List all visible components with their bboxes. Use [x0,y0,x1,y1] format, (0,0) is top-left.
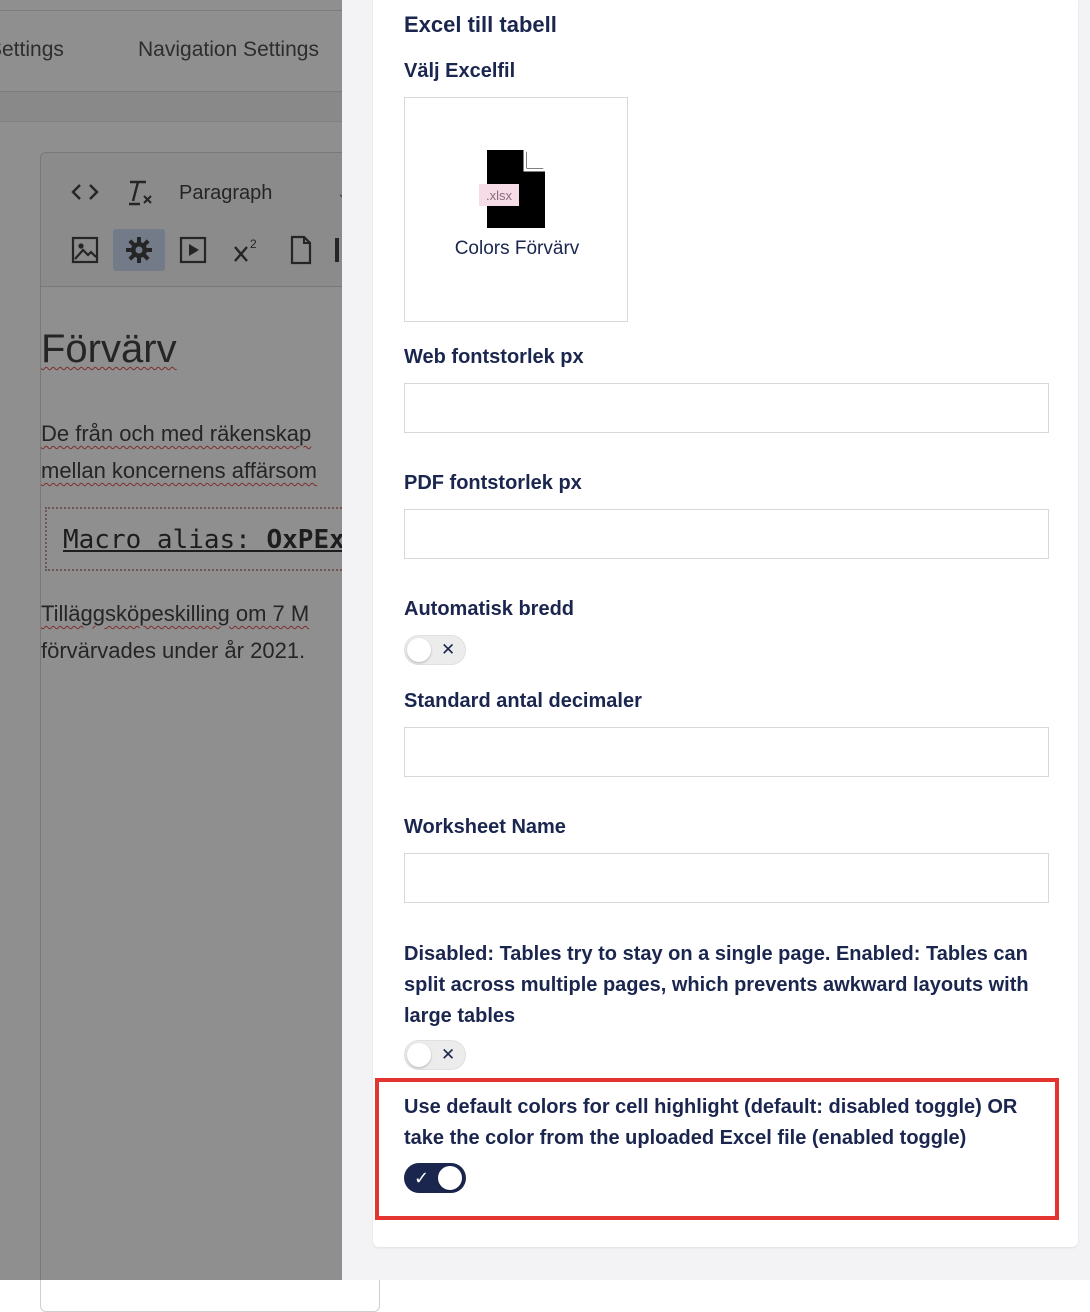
close-icon: ✕ [441,640,456,659]
check-icon: ✓ [414,1168,430,1188]
settings-card [373,0,1078,1247]
web-font-size-input[interactable] [404,383,1049,433]
web-font-size-label: Web fontstorlek px [404,346,584,368]
macro-settings-panel [342,0,1090,1280]
close-icon: ✕ [441,1045,456,1064]
highlight-box [375,1078,1059,1220]
decimals-label: Standard antal decimaler [404,690,642,712]
file-extension: .xlsx [486,188,512,203]
modal-overlay[interactable] [0,0,342,1280]
decimals-input[interactable] [404,727,1049,777]
split-tables-label: Disabled: Tables try to stay on a single page. Enabled: Tables can split across multiple pages, which prevents awkward layouts with large tables [404,943,1029,1027]
panel-title: Excel till tabell [404,12,557,37]
auto-width-toggle[interactable] [404,635,466,665]
pdf-font-size-input[interactable] [404,509,1049,559]
pdf-font-size-label: PDF fontstorlek px [404,472,582,494]
split-tables-toggle[interactable] [404,1040,466,1070]
file-name: Colors Förvärv [454,238,580,259]
toggle-knob [407,1043,431,1067]
file-icon [485,150,547,233]
excel-colors-label: Use default colors for cell highlight (default: disabled toggle) OR take the color from the uploaded Excel file (enabled toggle) [404,1096,1018,1149]
auto-width-label: Automatisk bredd [404,598,575,620]
worksheet-name-label: Worksheet Name [404,816,566,838]
worksheet-name-input[interactable] [404,853,1049,903]
file-picker-label: Välj Excelfil [404,60,516,82]
excel-file-picker[interactable] [404,97,628,322]
toggle-knob [407,638,431,662]
